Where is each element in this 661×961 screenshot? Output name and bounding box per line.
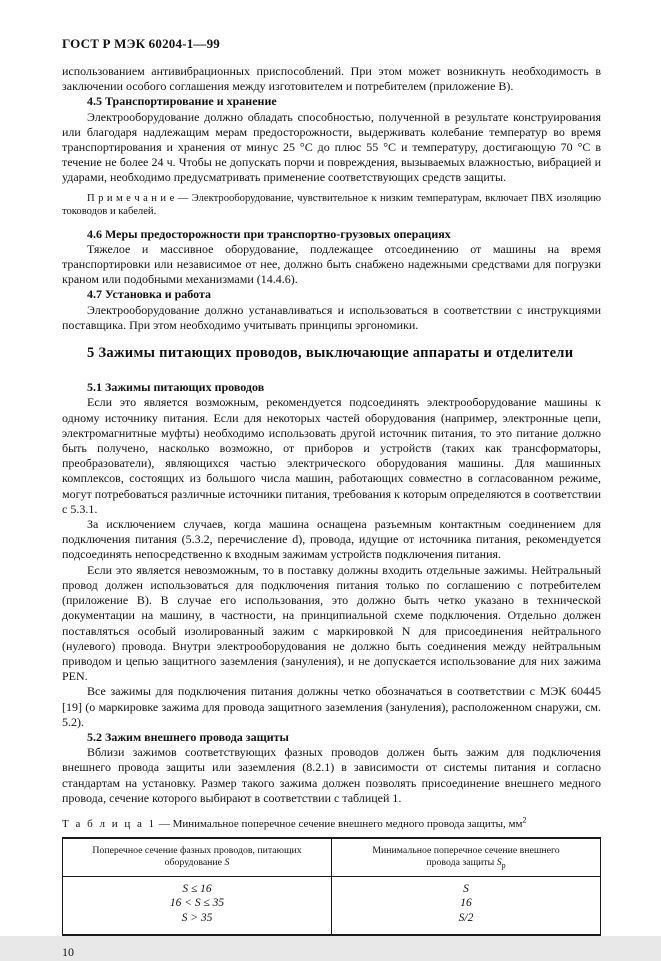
table-cell-protective-section: S: [332, 876, 601, 896]
table-1-header-row: [63, 838, 601, 877]
doc-number-header: ГОСТ Р МЭК 60204-1—99: [62, 36, 221, 51]
table-1-col2-header-subscript: p: [501, 861, 506, 871]
table-1-col2-header: [332, 838, 601, 877]
table-cell-protective-section: 16: [332, 896, 601, 911]
table-1-caption-text: Минимальное поперечное сечение внешнего медного провода защиты, мм: [172, 817, 523, 830]
page-number: 10: [62, 945, 74, 960]
table-1-col1-header: [63, 838, 332, 877]
section-4-5-title: 4.5 Транспортирование и хранение: [87, 94, 277, 109]
section-4-6-body: Тяжелое и массивное оборудование, подлежащее отсоединению от машины на время транспортировки или независимое от нее, должно быть снабжено надежными средствами для погрузки краном или подобными механизмами (14.4.6).: [62, 241, 601, 287]
table-cell-phase-section: S > 35: [181, 911, 213, 924]
section-5-title: 5 Зажимы питающих проводов, выключающие аппараты и отделители: [87, 345, 574, 362]
section-5-2-body: Вблизи зажимов соответствующих фазных проводов должен быть зажим для подключения внешнего провода защиты или заземления (8.2.1) в зависимости от системы питания и согласно стандартам на установку. Размер такого зажима должен позволять присоединение внешнего медного провода, сечение которого выбирают в соответствии с таблицей 1.: [62, 745, 601, 805]
section-5-1-title: 5.1 Зажимы питающих проводов: [87, 380, 265, 395]
table-1-caption-superscript: 2: [522, 815, 527, 825]
section-5-2-title: 5.2 Зажим внешнего провода защиты: [87, 729, 289, 744]
table-1-col2-header-variable: S: [496, 857, 502, 869]
table-1-caption-label: Т а б л и ц а 1: [62, 817, 157, 830]
section-4-5-body: Электрооборудование должно обладать способностью, полученной в результате конструирования или благодаря надлежащим мерам предосторожности, выдерживать колебание температур во время транспортирования и хранения от минус 25 °С до плюс 55 °С и температуру, достигающую 70 °С в течение не более 24 ч. Чтобы не допускать порчи и повреждения, вызываемых влажностью, вибрацией и ударами, необходимо предусматривать применение соответствующих средств защиты.: [62, 109, 601, 185]
table-1-caption-dash: —: [156, 817, 173, 830]
document-body: [62, 64, 601, 961]
paragraph-intro-continuation: использованием антивибрационных приспособлений. При этом может возникнуть необходимость в заключении особого соглашения между изготовителем и потребителем (приложение В).: [62, 64, 601, 94]
section-5-1-paragraph-4: Все зажимы для подключения питания должны четко обозначаться в соответствии с МЭК 60445 [19] (о маркировке зажима для провода защитного заземления (зануления), расположенном снаружи, см. 5.2).: [62, 684, 601, 729]
table-1-col1-header-text: Поперечное сечение фазных проводов, питающих оборудование: [92, 844, 302, 869]
table-1: [62, 837, 601, 937]
table-1-col2-header-text: Минимальное поперечное сечение внешнего провода защиты: [372, 844, 560, 869]
section-4-7-body: Электрооборудование должно устанавливаться и использоваться в соответствии с инструкциями поставщика. При этом необходимо учитывать принципы эргономики.: [62, 302, 601, 332]
table-row: [63, 876, 601, 896]
table-cell-protective-section: S/2: [332, 911, 601, 936]
table-row: [63, 896, 601, 911]
table-1-caption: [62, 815, 601, 831]
section-5-1-paragraph-1: Если это является возможным, рекомендуется подсоединять электрооборудование машины к одному источнику питания. Если для некоторых частей оборудования (например, электронные цепи, электромагнитные муфты) необходимо использовать другой источник питания, то это питание должно быть получено, насколько возможно, от приборов и устройств (таких как трансформаторы, преобразователи), являющихся частью электрического оборудования машины. Для машинных комплексов, состоящих из большого числа машин, работающих совместно в согласованном режиме, могут потребоваться различные источники питания, требования к которым определяются в соответствии с 5.3.1.: [62, 395, 601, 516]
table-cell-phase-section: 16 < S ≤ 35: [169, 897, 225, 910]
section-5-1-paragraph-3: Если это является невозможным, то в поставку должны входить отдельные зажимы. Нейтральный провод должен использоваться для подключения питания только по соглашению с потребителем (приложение В). В случае его использования, это должно быть четко указано в технической документации на машину, в частности, на принципиальной схеме подключения. Отдельно должен поставляться особый изолированный зажим с маркировкой N для присоединения нейтрального (нулевого) провода. Внутри электрооборудования не должно быть соединения между нейтральным приводом и цепью защитного заземления (зануления), и не допускается использование для них зажима PEN.: [62, 562, 601, 684]
section-5-1-paragraph-2: За исключением случаев, когда машина оснащена разъемным контактным соединением для подключения питания (5.3.2, перечисление d), провода, идущие от источника питания, рекомендуется подсоединять непосредственно к входным зажимам устройств подключения питания.: [62, 517, 601, 562]
note-low-temperature: П р и м е ч а н и е — Электрооборудование, чувствительное к низким температурам, включает ПВХ изоляцию тоководов и кабелей.: [62, 192, 601, 217]
table-cell-phase-section: S ≤ 16: [182, 882, 212, 895]
section-4-7-title: 4.7 Установка и работа: [87, 287, 212, 302]
table-1-col1-header-variable: S: [224, 857, 230, 869]
section-4-6-title: 4.6 Меры предосторожности при транспортно-грузовых операциях: [87, 226, 451, 241]
table-row: [63, 911, 601, 936]
